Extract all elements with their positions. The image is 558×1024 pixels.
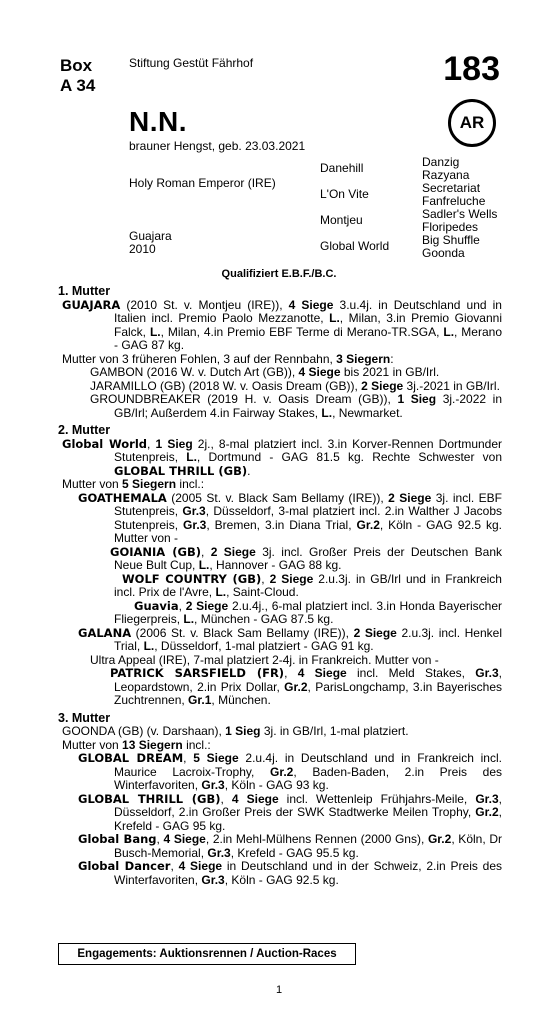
engagements-box: Engagements: Auktionsrennen / Auction-Races bbox=[58, 943, 356, 965]
progeny-item: GLOBAL THRILL (GB), 4 Siege incl. Wettenleip Frühjahrs-Meile, Gr.3, Düsseldorf, 2.in Großer Preis der SWK Stadtwerke Meilen Trophy, Gr.2, Krefeld - GAG 95 kg. bbox=[78, 791, 503, 833]
horse-name: N.N. bbox=[129, 106, 187, 137]
pedigree-sire-sire: Danehill bbox=[320, 161, 364, 175]
dam-progeny-summary: Mutter von 3 früheren Fohlen, 3 auf der Rennbahn, 3 Siegern: bbox=[62, 351, 394, 366]
progeny-item: JARAMILLO (GB) (2018 W. v. Oasis Dream (GB)), 2 Siege 3j.-2021 in GB/Irl. bbox=[90, 378, 500, 393]
page-number: 1 bbox=[275, 984, 283, 996]
progeny-item: GROUNDBREAKER (2019 H. v. Oasis Dream (GB)), 1 Sieg 3j.-2022 in GB/Irl; Außerdem 4.in Fairway Stakes, L., Newmarket. bbox=[90, 392, 503, 420]
progeny-item: GOATHEMALA (2005 St. v. Black Sam Bellamy (IRE)), 2 Siege 3j. incl. EBF Stutenpreis, Gr.3, Düsseldorf, 3-mal platziert incl. 2.in Walther J Jacobs Stutenpreis, Gr.3, Bremen, 3.in Diana Trial, Gr.2, Köln - GAG 92.5 kg. Mutter von - bbox=[78, 490, 503, 545]
box-number: A 34 bbox=[60, 76, 96, 95]
qualification: Qualifiziert E.B.F./B.C. bbox=[221, 268, 337, 280]
progeny-item: PATRICK SARSFIELD (FR), 4 Siege incl. Meld Stakes, Gr.3, Leopardstown, 2.in Prix Dollar, Gr.2, ParisLongchamp, 3.in Bayerisches Zuchtrennen, Gr.1, München. bbox=[110, 666, 502, 707]
pedigree-dam-dam: Global World bbox=[320, 239, 390, 253]
progeny-item: Ultra Appeal (IRE), 7-mal platziert 2-4j. in Frankreich. Mutter von - bbox=[90, 652, 439, 667]
progeny-item: WOLF COUNTRY (GB), 2 Siege 2.u.3j. in GB/Irl und in Frankreich incl. Prix de l'Avre, L., Saint-Cloud. bbox=[114, 571, 502, 599]
box-title: Box bbox=[60, 56, 93, 75]
progeny-item: Global Dancer, 4 Siege in Deutschland und in der Schweiz, 2.in Preis des Winterfavoriten, Gr.3, Köln - GAG 92.5 kg. bbox=[78, 859, 502, 887]
pedigree-dam-sire: Montjeu bbox=[320, 213, 363, 227]
pedigree-gg: Danzig Razyana Secretariat Fanfreluche Sadler's Wells Floripedes Big Shuffle Goonda bbox=[422, 155, 498, 260]
progeny-item: GLOBAL DREAM, 5 Siege 2.u.4j. in Deutschland und in Frankreich incl. Maurice Lacroix-Trophy, Gr.2, Baden-Baden, 2.in Preis des Winterfavoriten, Gr.3, Köln - GAG 93 kg. bbox=[78, 751, 502, 792]
pedigree-sire-dam: L'On Vite bbox=[320, 187, 369, 201]
section-third-dam: 3. Mutter bbox=[58, 710, 111, 725]
progeny-item: Global Bang, 4 Siege, 2.in Mehl-Mülhens Rennen (2000 Gns), Gr.2, Köln, Dr Busch-Memorial, Gr.3, Krefeld - GAG 95.5 kg. bbox=[78, 832, 502, 860]
third-dam-record: GOONDA (GB) (v. Darshaan), 1 Sieg 3j. in GB/Irl, 1-mal platziert. bbox=[62, 724, 409, 738]
box-label bbox=[60, 56, 95, 96]
section-first-dam: 1. Mutter bbox=[58, 284, 111, 298]
progeny-item: GAMBON (2016 W. v. Dutch Art (GB)), 4 Siege bis 2021 in GB/Irl. bbox=[90, 365, 440, 379]
progeny-item: GALANA (2006 St. v. Black Sam Bellamy (IRE)), 2 Siege 2.u.3j. incl. Henkel Trial, L., Düsseldorf, 1-mal platziert - GAG 91 kg. bbox=[78, 625, 502, 653]
lot-number: 183 bbox=[443, 50, 500, 88]
pedigree-dam: Guajara 2010 bbox=[129, 229, 172, 256]
progeny-item: Guavia, 2 Siege 2.u.4j., 6-mal platziert incl. 3.in Honda Bayerischer Fliegerpreis, L., München - GAG 87.5 kg. bbox=[114, 598, 503, 626]
pedigree-sire: Holy Roman Emperor (IRE) bbox=[129, 176, 276, 190]
progeny-item: GOIANIA (GB), 2 Siege 3j. incl. Großer Preis der Deutschen Bank Neue Bult Cup, L., Hannover - GAG 88 kg. bbox=[110, 544, 502, 572]
horse-description: brauner Hengst, geb. 23.03.2021 bbox=[129, 139, 306, 153]
third-dam-progeny-summary: Mutter von 13 Siegern incl.: bbox=[62, 737, 211, 752]
dam-record: GUAJARA (2010 St. v. Montjeu (IRE)), 4 Siege 3.u.4j. in Deutschland und in Italien incl. Premio Paolo Mezzanotte, L., Milan, 3.in Premio Giovanni Falck, L., Milan, 4.in Premio EBF Terme di Merano-TR.SGA, L., Merano - GAG 87 kg. bbox=[62, 297, 502, 352]
catalogue-body bbox=[58, 285, 502, 887]
second-dam-record: Global World, 1 Sieg 2j., 8-mal platziert incl. 3.in Korver-Rennen Dortmunder Stutenpreis, L., Dortmund - GAG 81.5 kg. Rechte Schwester von GLOBAL THRILL (GB). bbox=[62, 436, 503, 478]
second-dam-progeny-summary: Mutter von 5 Siegern incl.: bbox=[62, 477, 205, 491]
section-second-dam: 2. Mutter bbox=[58, 423, 111, 437]
stud-name: Stiftung Gestüt Fährhof bbox=[129, 56, 254, 70]
ar-badge: AR bbox=[448, 99, 496, 147]
